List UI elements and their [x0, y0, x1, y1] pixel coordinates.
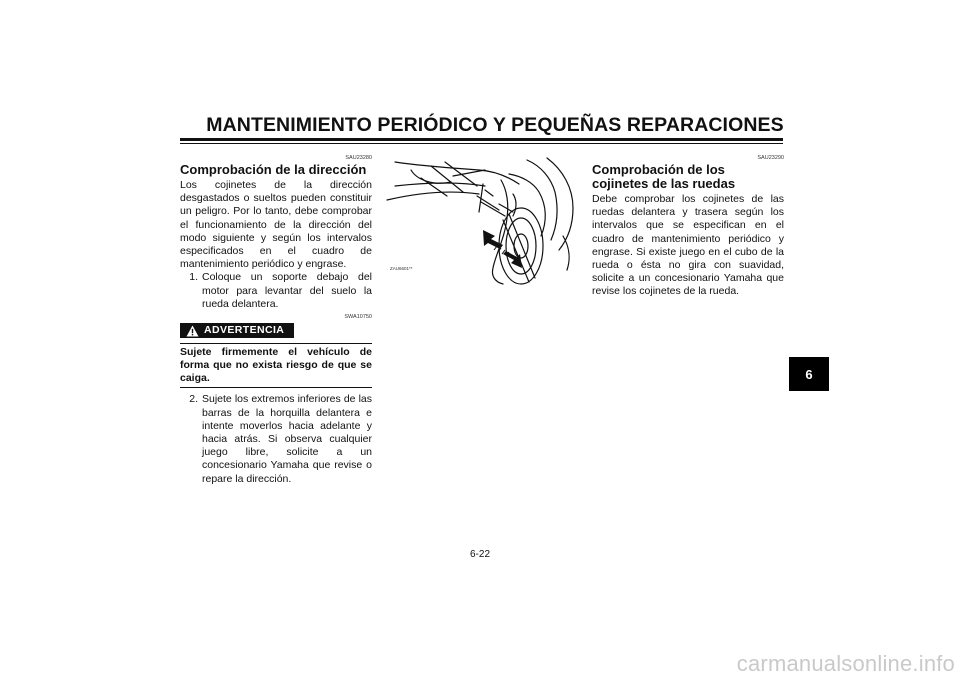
watermark: carmanualsonline.info	[736, 651, 955, 676]
list-item	[180, 271, 372, 311]
header-rule-thin	[180, 143, 783, 144]
header-title: MANTENIMIENTO PERIÓDICO Y PEQUEÑAS REPARACIONES	[206, 114, 784, 136]
steering-intro: Los cojinetes de la dirección desgastados o sueltos pueden constituir un peligro. Por lo tanto, debe comprobar el funcionamiento de la dirección del modo siguiente y según los intervalos especificados en el cuadro de mantenimiento periódico y engrase.	[180, 179, 372, 271]
list-number: 1.	[189, 271, 198, 284]
section-title-wheel-bearings: Comprobación de los cojinetes de las ruedas	[592, 162, 736, 191]
page-number: 6-22	[469, 549, 490, 560]
chapter-tab: 6	[789, 357, 829, 391]
warning-rule-top	[180, 343, 372, 344]
figure-code: ZAU6601**	[390, 266, 413, 271]
list-item	[180, 393, 372, 485]
left-column	[180, 154, 372, 486]
warning-rule-bottom	[180, 387, 372, 388]
list-number: 2.	[189, 393, 198, 406]
warning-text: Sujete firmemente el vehículo de forma que no exista riesgo de que se caiga.	[180, 345, 372, 385]
steering-check-illustration	[381, 156, 583, 292]
warning-code: SWA10750	[344, 314, 372, 321]
section-title-steering: Comprobación de la dirección	[180, 162, 367, 177]
warning-badge	[180, 323, 294, 338]
list-text: Coloque un soporte debajo del motor para levantar del suelo la rueda delantera.	[202, 271, 372, 310]
right-column	[592, 154, 784, 299]
warning-label: ADVERTENCIA	[204, 323, 285, 336]
list-text: Sujete los extremos inferiores de las barras de la horquilla delantera e intente moverlos hacia adelante y hacia atrás. Si observa cualquier juego libre, solicite a un concesionario Yamaha que revise o repare la dirección.	[202, 393, 372, 485]
wheel-bearings-body: Debe comprobar los cojinetes de las ruedas delantera y trasera según los intervalos que se especifican en el cuadro de mantenimiento periódico y engrase. Si existe juego en el cubo de la rueda o ésta no gira con suavidad, solicite a un concesionario Yamaha que revise los cojinetes de la rueda.	[592, 193, 784, 298]
section-code: SAU23280	[345, 155, 372, 161]
warning-triangle-icon	[186, 325, 199, 337]
section-code: SAU23290	[757, 155, 784, 161]
header-rule	[180, 138, 783, 141]
